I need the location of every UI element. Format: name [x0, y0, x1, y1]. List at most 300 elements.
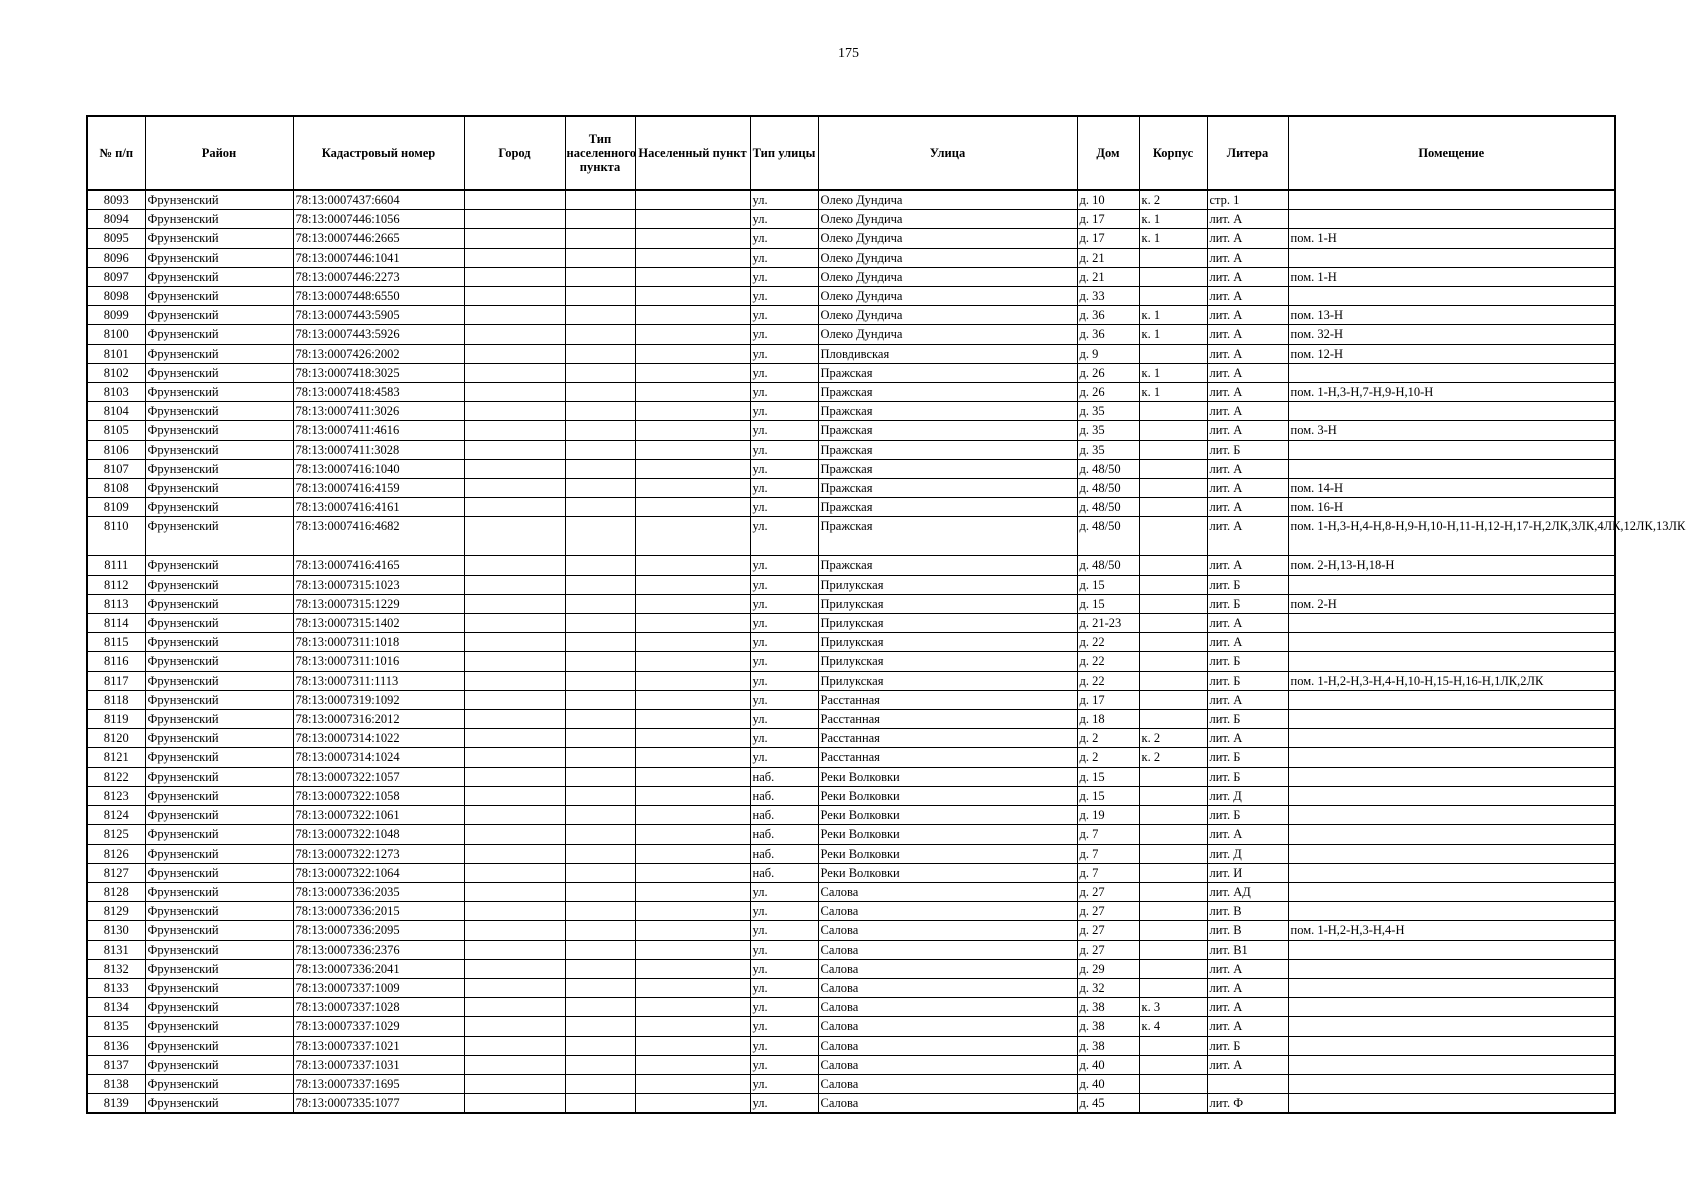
cell-num: 8129 — [87, 902, 145, 921]
cell-settlement-type — [565, 902, 635, 921]
cell-street: Прилукская — [818, 671, 1077, 690]
cell-premises — [1288, 287, 1615, 306]
cell-house: д. 38 — [1077, 1036, 1139, 1055]
table-row — [87, 710, 1615, 729]
cell-num: 8095 — [87, 229, 145, 248]
cell-cadastral-number: 78:13:0007336:2035 — [293, 882, 464, 901]
cell-num: 8093 — [87, 190, 145, 210]
cell-city — [464, 1074, 565, 1093]
cell-settlement-type — [565, 498, 635, 517]
cell-city — [464, 306, 565, 325]
cell-settlement-type — [565, 1074, 635, 1093]
cell-building — [1139, 940, 1207, 959]
cell-building: к. 2 — [1139, 190, 1207, 210]
cell-letter: лит. В — [1207, 902, 1288, 921]
cell-settlement-type — [565, 940, 635, 959]
table-row — [87, 229, 1615, 248]
cell-settlement-type — [565, 287, 635, 306]
cell-city — [464, 633, 565, 652]
cell-building — [1139, 767, 1207, 786]
cell-street-type: ул. — [750, 421, 818, 440]
header-cell-street-type: Тип улицы — [750, 116, 818, 190]
cell-house: д. 7 — [1077, 844, 1139, 863]
cell-settlement — [635, 671, 750, 690]
cell-settlement — [635, 440, 750, 459]
cell-letter: лит. А — [1207, 363, 1288, 382]
cell-building — [1139, 575, 1207, 594]
cell-settlement — [635, 556, 750, 575]
cell-settlement — [635, 248, 750, 267]
table-row — [87, 806, 1615, 825]
cell-building — [1139, 825, 1207, 844]
cell-premises: пом. 32-Н — [1288, 325, 1615, 344]
cell-letter: лит. В — [1207, 921, 1288, 940]
table-row — [87, 190, 1615, 210]
cell-cadastral-number: 78:13:0007446:2665 — [293, 229, 464, 248]
header-cell-house: Дом — [1077, 116, 1139, 190]
table-row — [87, 1074, 1615, 1093]
cell-building: к. 4 — [1139, 1017, 1207, 1036]
cell-settlement-type — [565, 998, 635, 1017]
cell-num: 8101 — [87, 344, 145, 363]
cell-house: д. 7 — [1077, 825, 1139, 844]
cell-street-type: ул. — [750, 459, 818, 478]
cell-settlement-type — [565, 1094, 635, 1114]
cell-premises — [1288, 614, 1615, 633]
cell-settlement — [635, 190, 750, 210]
cell-cadastral-number: 78:13:0007322:1064 — [293, 863, 464, 882]
cell-city — [464, 267, 565, 286]
cell-house: д. 36 — [1077, 306, 1139, 325]
cell-settlement-type — [565, 748, 635, 767]
cell-street-type: ул. — [750, 978, 818, 997]
cell-num: 8132 — [87, 959, 145, 978]
cell-building: к. 2 — [1139, 748, 1207, 767]
cell-city — [464, 825, 565, 844]
cell-letter: лит. Д — [1207, 786, 1288, 805]
cell-letter: лит. А — [1207, 498, 1288, 517]
cell-settlement-type — [565, 229, 635, 248]
cell-num: 8131 — [87, 940, 145, 959]
cell-letter: лит. А — [1207, 556, 1288, 575]
table-row — [87, 690, 1615, 709]
cell-cadastral-number: 78:13:0007315:1402 — [293, 614, 464, 633]
cell-district: Фрунзенский — [145, 363, 293, 382]
cell-settlement — [635, 325, 750, 344]
cell-letter: лит. АД — [1207, 882, 1288, 901]
cell-district: Фрунзенский — [145, 806, 293, 825]
cell-settlement-type — [565, 344, 635, 363]
cell-building: к. 1 — [1139, 306, 1207, 325]
cell-street: Салова — [818, 1055, 1077, 1074]
cell-street: Пражская — [818, 402, 1077, 421]
cell-street-type: ул. — [750, 710, 818, 729]
table-row — [87, 882, 1615, 901]
cell-premises — [1288, 825, 1615, 844]
cell-premises: пом. 1-Н,3-Н,4-Н,8-Н,9-Н,10-Н,11-Н,12-Н,17-Н,2ЛК,3ЛК,4ЛК,12ЛК,13ЛК — [1288, 517, 1615, 556]
cell-street: Пражская — [818, 440, 1077, 459]
table-row — [87, 652, 1615, 671]
cell-district: Фрунзенский — [145, 959, 293, 978]
cell-street-type: ул. — [750, 363, 818, 382]
cell-street: Салова — [818, 1017, 1077, 1036]
cell-settlement-type — [565, 1036, 635, 1055]
cell-house: д. 17 — [1077, 229, 1139, 248]
cell-num: 8097 — [87, 267, 145, 286]
cell-street: Салова — [818, 959, 1077, 978]
cell-building — [1139, 959, 1207, 978]
cell-street: Олеко Дундича — [818, 248, 1077, 267]
cell-house: д. 48/50 — [1077, 517, 1139, 556]
cell-house: д. 35 — [1077, 440, 1139, 459]
cell-street: Расстанная — [818, 729, 1077, 748]
cell-premises — [1288, 940, 1615, 959]
cell-premises — [1288, 863, 1615, 882]
cell-building — [1139, 517, 1207, 556]
cell-street-type: ул. — [750, 998, 818, 1017]
table-row — [87, 1017, 1615, 1036]
cell-num: 8133 — [87, 978, 145, 997]
table-row — [87, 1036, 1615, 1055]
cell-district: Фрунзенский — [145, 710, 293, 729]
cell-street: Салова — [818, 1036, 1077, 1055]
cell-settlement-type — [565, 306, 635, 325]
cell-letter: лит. Б — [1207, 1036, 1288, 1055]
cell-num: 8136 — [87, 1036, 145, 1055]
cell-letter: лит. А — [1207, 825, 1288, 844]
cell-letter: лит. А — [1207, 210, 1288, 229]
cell-district: Фрунзенский — [145, 671, 293, 690]
cell-city — [464, 978, 565, 997]
cell-settlement — [635, 998, 750, 1017]
cell-district: Фрунзенский — [145, 633, 293, 652]
table-row — [87, 210, 1615, 229]
cell-cadastral-number: 78:13:0007446:2273 — [293, 267, 464, 286]
cell-street: Салова — [818, 1074, 1077, 1093]
cell-settlement-type — [565, 710, 635, 729]
table-row — [87, 863, 1615, 882]
cell-building — [1139, 498, 1207, 517]
cell-house: д. 22 — [1077, 671, 1139, 690]
cell-street-type: наб. — [750, 844, 818, 863]
cell-num: 8100 — [87, 325, 145, 344]
cell-street-type: ул. — [750, 921, 818, 940]
cell-street: Прилукская — [818, 575, 1077, 594]
cell-settlement — [635, 902, 750, 921]
cell-letter: лит. Б — [1207, 806, 1288, 825]
cell-street-type: ул. — [750, 402, 818, 421]
cell-city — [464, 786, 565, 805]
cell-house: д. 40 — [1077, 1074, 1139, 1093]
cell-house: д. 10 — [1077, 190, 1139, 210]
cell-street: Пражская — [818, 517, 1077, 556]
cell-district: Фрунзенский — [145, 863, 293, 882]
cell-building: к. 1 — [1139, 325, 1207, 344]
cell-settlement — [635, 652, 750, 671]
cell-street: Пражская — [818, 498, 1077, 517]
cell-letter: лит. В1 — [1207, 940, 1288, 959]
cell-street-type: ул. — [750, 882, 818, 901]
cell-cadastral-number: 78:13:0007446:1041 — [293, 248, 464, 267]
cell-letter: лит. А — [1207, 1055, 1288, 1074]
cell-house: д. 33 — [1077, 287, 1139, 306]
cell-district: Фрунзенский — [145, 978, 293, 997]
cell-letter: лит. Б — [1207, 710, 1288, 729]
cell-district: Фрунзенский — [145, 1017, 293, 1036]
cell-street: Олеко Дундича — [818, 190, 1077, 210]
cell-settlement — [635, 690, 750, 709]
cell-settlement — [635, 921, 750, 940]
cell-premises — [1288, 806, 1615, 825]
cell-settlement-type — [565, 421, 635, 440]
cell-building — [1139, 248, 1207, 267]
table-row — [87, 748, 1615, 767]
cell-district: Фрунзенский — [145, 556, 293, 575]
cell-premises — [1288, 652, 1615, 671]
cell-street-type: ул. — [750, 248, 818, 267]
cell-street-type: наб. — [750, 825, 818, 844]
cell-building — [1139, 421, 1207, 440]
cell-cadastral-number: 78:13:0007336:2376 — [293, 940, 464, 959]
cell-letter: лит. А — [1207, 421, 1288, 440]
cell-building: к. 2 — [1139, 729, 1207, 748]
cell-street-type: ул. — [750, 325, 818, 344]
cell-cadastral-number: 78:13:0007411:4616 — [293, 421, 464, 440]
cell-settlement-type — [565, 921, 635, 940]
cell-street: Салова — [818, 940, 1077, 959]
table-row — [87, 575, 1615, 594]
cell-cadastral-number: 78:13:0007411:3026 — [293, 402, 464, 421]
cell-city — [464, 190, 565, 210]
cell-street: Реки Волковки — [818, 825, 1077, 844]
cell-street-type: ул. — [750, 229, 818, 248]
cell-district: Фрунзенский — [145, 210, 293, 229]
cell-num: 8119 — [87, 710, 145, 729]
cell-cadastral-number: 78:13:0007316:2012 — [293, 710, 464, 729]
cell-street-type: ул. — [750, 383, 818, 402]
header-cell-district: Район — [145, 116, 293, 190]
cell-city — [464, 614, 565, 633]
cell-settlement-type — [565, 402, 635, 421]
cell-district: Фрунзенский — [145, 594, 293, 613]
cell-settlement-type — [565, 729, 635, 748]
cell-house: д. 45 — [1077, 1094, 1139, 1114]
cell-num: 8096 — [87, 248, 145, 267]
cell-cadastral-number: 78:13:0007337:1021 — [293, 1036, 464, 1055]
cell-settlement — [635, 1036, 750, 1055]
cell-street-type: наб. — [750, 786, 818, 805]
cell-cadastral-number: 78:13:0007448:6550 — [293, 287, 464, 306]
cell-premises — [1288, 959, 1615, 978]
cell-house: д. 40 — [1077, 1055, 1139, 1074]
cell-letter: лит. А — [1207, 614, 1288, 633]
cell-district: Фрунзенский — [145, 479, 293, 498]
header-cell-settlement-type: Тип населенного пункта — [565, 116, 635, 190]
cell-building — [1139, 806, 1207, 825]
cell-building — [1139, 978, 1207, 997]
cell-premises — [1288, 690, 1615, 709]
cell-settlement — [635, 229, 750, 248]
cell-premises — [1288, 748, 1615, 767]
table-row — [87, 959, 1615, 978]
cell-street-type: ул. — [750, 440, 818, 459]
cell-letter: лит. Д — [1207, 844, 1288, 863]
table-row — [87, 421, 1615, 440]
cell-street: Олеко Дундича — [818, 229, 1077, 248]
cell-street: Пражская — [818, 363, 1077, 382]
cell-cadastral-number: 78:13:0007322:1057 — [293, 767, 464, 786]
cell-cadastral-number: 78:13:0007311:1018 — [293, 633, 464, 652]
cell-cadastral-number: 78:13:0007416:4159 — [293, 479, 464, 498]
cell-settlement — [635, 287, 750, 306]
table-row — [87, 844, 1615, 863]
cell-letter: лит. А — [1207, 325, 1288, 344]
cell-city — [464, 421, 565, 440]
cell-street: Реки Волковки — [818, 844, 1077, 863]
cell-house: д. 17 — [1077, 690, 1139, 709]
cell-house: д. 38 — [1077, 998, 1139, 1017]
table-row — [87, 594, 1615, 613]
cell-house: д. 15 — [1077, 594, 1139, 613]
header-cell-premises: Помещение — [1288, 116, 1615, 190]
cell-letter: лит. А — [1207, 998, 1288, 1017]
cell-district: Фрунзенский — [145, 940, 293, 959]
cell-letter: лит. А — [1207, 287, 1288, 306]
cell-letter: лит. И — [1207, 863, 1288, 882]
cell-city — [464, 498, 565, 517]
cell-cadastral-number: 78:13:0007337:1028 — [293, 998, 464, 1017]
cell-settlement — [635, 978, 750, 997]
cell-house: д. 27 — [1077, 921, 1139, 940]
cell-num: 8135 — [87, 1017, 145, 1036]
cell-premises — [1288, 459, 1615, 478]
table-row — [87, 633, 1615, 652]
cell-building — [1139, 344, 1207, 363]
cell-district: Фрунзенский — [145, 287, 293, 306]
cell-letter: лит. А — [1207, 690, 1288, 709]
cell-premises — [1288, 210, 1615, 229]
cell-district: Фрунзенский — [145, 998, 293, 1017]
cell-num: 8130 — [87, 921, 145, 940]
cell-district: Фрунзенский — [145, 267, 293, 286]
table-row — [87, 517, 1615, 556]
cell-num: 8105 — [87, 421, 145, 440]
cell-num: 8098 — [87, 287, 145, 306]
cell-street: Расстанная — [818, 748, 1077, 767]
cell-premises — [1288, 767, 1615, 786]
cell-premises — [1288, 1036, 1615, 1055]
cell-settlement — [635, 1055, 750, 1074]
cell-district: Фрунзенский — [145, 1074, 293, 1093]
cell-settlement — [635, 517, 750, 556]
cell-num: 8118 — [87, 690, 145, 709]
cell-letter: лит. А — [1207, 978, 1288, 997]
cell-street: Пражская — [818, 383, 1077, 402]
cell-settlement-type — [565, 614, 635, 633]
table-row — [87, 306, 1615, 325]
cell-letter — [1207, 1074, 1288, 1093]
cell-city — [464, 652, 565, 671]
cell-premises — [1288, 998, 1615, 1017]
cell-num: 8137 — [87, 1055, 145, 1074]
cell-num: 8117 — [87, 671, 145, 690]
cell-num: 8114 — [87, 614, 145, 633]
cell-street-type: ул. — [750, 633, 818, 652]
cell-district: Фрунзенский — [145, 248, 293, 267]
table-row — [87, 921, 1615, 940]
table-row — [87, 998, 1615, 1017]
cell-premises: пом. 1-Н — [1288, 267, 1615, 286]
cell-street-type: ул. — [750, 287, 818, 306]
cell-num: 8107 — [87, 459, 145, 478]
cell-city — [464, 1017, 565, 1036]
cell-building — [1139, 652, 1207, 671]
cell-building — [1139, 556, 1207, 575]
cell-street-type: ул. — [750, 940, 818, 959]
cell-street-type: ул. — [750, 210, 818, 229]
cell-num: 8115 — [87, 633, 145, 652]
cell-street-type: наб. — [750, 863, 818, 882]
cell-settlement-type — [565, 210, 635, 229]
table-body — [87, 190, 1686, 1113]
cell-district: Фрунзенский — [145, 459, 293, 478]
cell-house: д. 48/50 — [1077, 498, 1139, 517]
cell-settlement — [635, 614, 750, 633]
cell-settlement — [635, 1094, 750, 1114]
cell-premises — [1288, 978, 1615, 997]
cell-num: 8109 — [87, 498, 145, 517]
cell-street-type: ул. — [750, 575, 818, 594]
cell-num: 8094 — [87, 210, 145, 229]
cell-settlement-type — [565, 767, 635, 786]
cell-settlement-type — [565, 325, 635, 344]
cell-settlement-type — [565, 863, 635, 882]
cell-street-type: наб. — [750, 767, 818, 786]
cell-premises — [1288, 902, 1615, 921]
cell-street-type: ул. — [750, 1074, 818, 1093]
cell-street: Салова — [818, 921, 1077, 940]
cell-cadastral-number: 78:13:0007311:1113 — [293, 671, 464, 690]
cell-district: Фрунзенский — [145, 729, 293, 748]
cell-building — [1139, 1036, 1207, 1055]
cell-building — [1139, 267, 1207, 286]
cell-settlement-type — [565, 671, 635, 690]
table-row — [87, 614, 1615, 633]
cell-cadastral-number: 78:13:0007418:3025 — [293, 363, 464, 382]
cell-cadastral-number: 78:13:0007319:1092 — [293, 690, 464, 709]
cell-cadastral-number: 78:13:0007336:2015 — [293, 902, 464, 921]
cell-building — [1139, 902, 1207, 921]
cell-city — [464, 806, 565, 825]
cell-letter: лит. А — [1207, 633, 1288, 652]
cell-settlement — [635, 344, 750, 363]
cell-city — [464, 556, 565, 575]
cell-letter: стр. 1 — [1207, 190, 1288, 210]
table-row — [87, 902, 1615, 921]
table-header-row — [87, 116, 1615, 190]
cell-city — [464, 402, 565, 421]
cell-letter: лит. А — [1207, 459, 1288, 478]
cell-num: 8108 — [87, 479, 145, 498]
cell-house: д. 21 — [1077, 248, 1139, 267]
cell-street-type: ул. — [750, 1094, 818, 1114]
cell-street-type: ул. — [750, 671, 818, 690]
cell-num: 8121 — [87, 748, 145, 767]
table-row — [87, 940, 1615, 959]
cell-num: 8102 — [87, 363, 145, 382]
cell-house: д. 7 — [1077, 863, 1139, 882]
cell-settlement — [635, 1074, 750, 1093]
